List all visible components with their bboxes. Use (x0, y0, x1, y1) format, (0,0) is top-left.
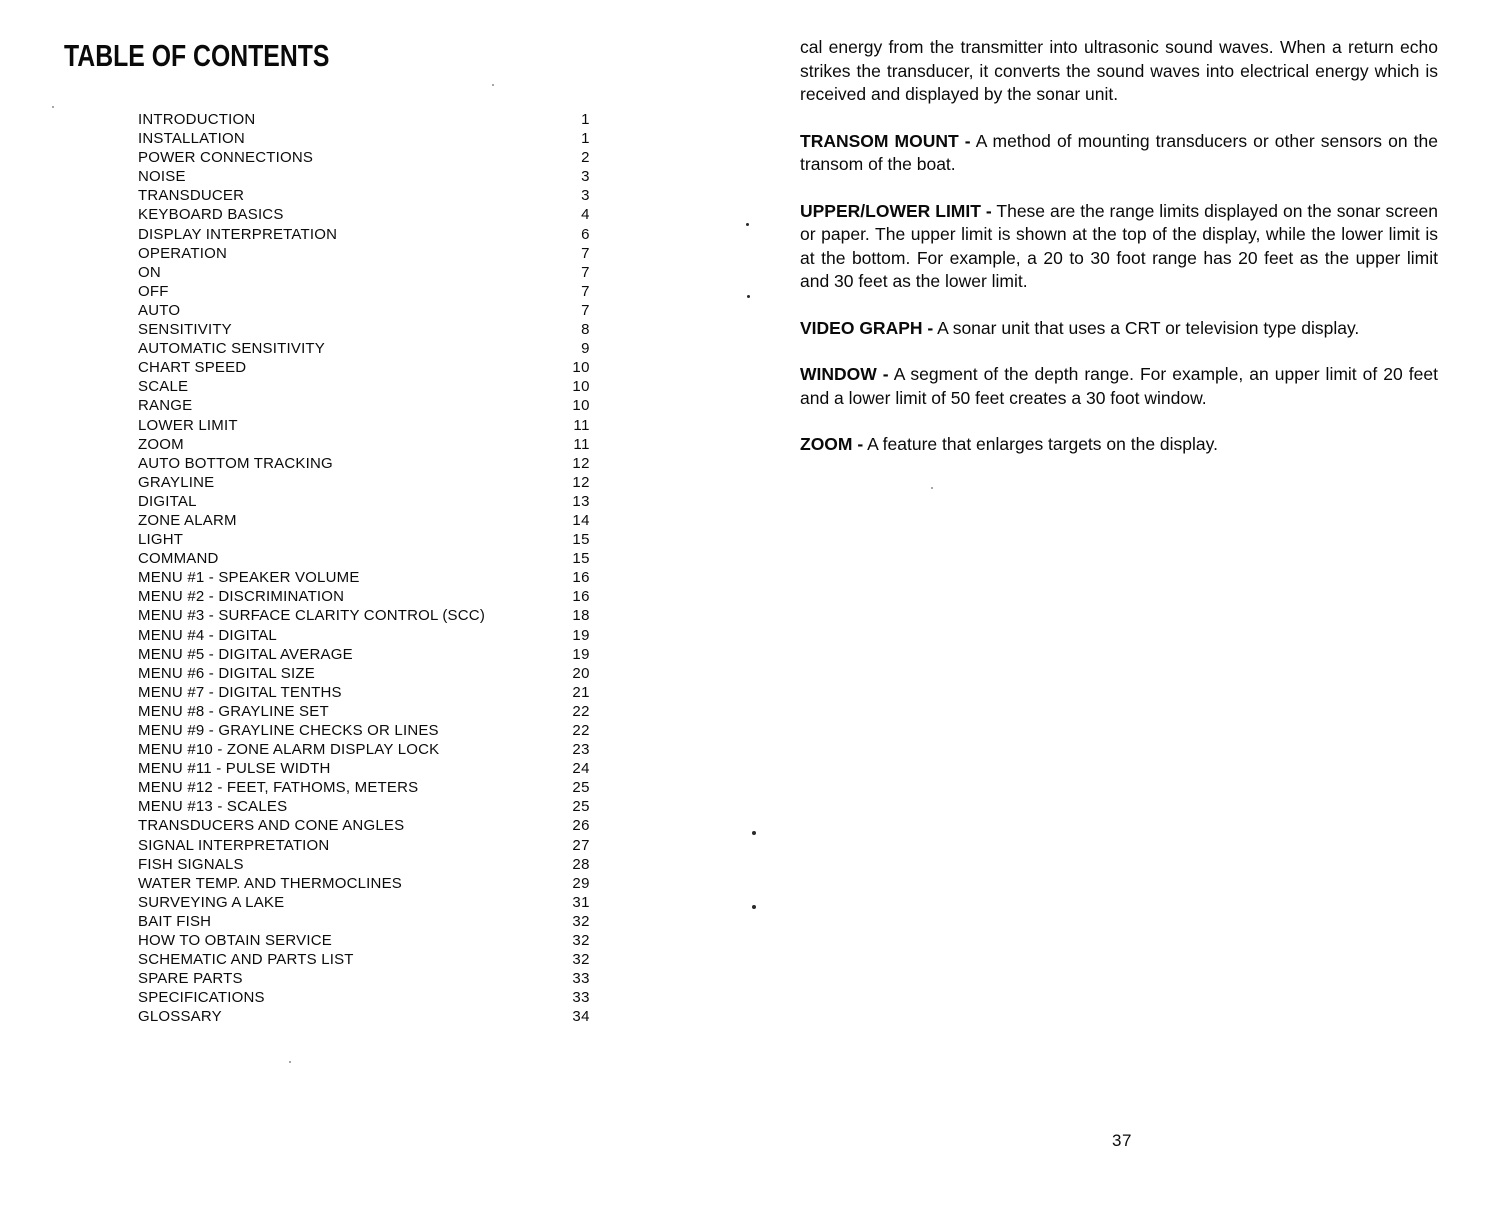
toc-row (138, 111, 590, 130)
toc-entry-page: 31 (572, 893, 590, 911)
glossary-continuation-paragraph: cal energy from the transmitter into ultrasonic sound waves. When a return echo strikes the transducer, it converts the sound waves into electrical energy which is received and displayed by the sonar unit. (800, 37, 1438, 104)
toc-entry-title: INTRODUCTION (138, 111, 256, 128)
toc-entry-title: SPECIFICATIONS (138, 989, 265, 1007)
toc-entry-title: NOISE (138, 168, 186, 186)
toc-row (138, 359, 590, 378)
scan-speck (492, 84, 494, 86)
toc-entry-page: 15 (572, 550, 590, 568)
toc-entry-page: 29 (572, 874, 590, 892)
toc-entry-page: 34 (572, 1008, 590, 1026)
scan-speck (52, 106, 54, 108)
glossary-entry (800, 317, 1438, 341)
toc-entry-title: MENU #2 - DISCRIMINATION (138, 588, 345, 606)
toc-row (138, 340, 590, 359)
toc-entry-page: 28 (572, 855, 590, 873)
toc-entry-page: 7 (581, 301, 590, 319)
toc-entry-title: ON (138, 263, 161, 281)
toc-entry-page: 33 (572, 989, 590, 1007)
toc-row (138, 417, 590, 436)
toc-entry-title: RANGE (138, 397, 193, 415)
toc-row (138, 665, 590, 684)
glossary-definition: These are the range limits displayed on the sonar screen or paper. The upper limit is shown at the top of the display, while the lower limit is at the bottom. For example, a 20 to 30 foot range has 20 feet as the upper limit and 30 feet as the lower limit. (800, 200, 1438, 291)
toc-row (138, 378, 590, 397)
toc-entry-title: POWER CONNECTIONS (138, 149, 314, 167)
page-title: TABLE OF CONTENTS (64, 38, 330, 73)
toc-entry-page: 25 (572, 798, 590, 816)
toc-entry-page: 3 (581, 187, 590, 205)
toc-entry-title: KEYBOARD BASICS (138, 206, 284, 224)
toc-row (138, 397, 590, 416)
toc-row (138, 646, 590, 665)
toc-row (138, 894, 590, 913)
toc-entry-title: LIGHT (138, 531, 184, 549)
toc-entry-title: MENU #1 - SPEAKER VOLUME (138, 569, 360, 587)
toc-row (138, 283, 590, 302)
toc-entry-page: 21 (572, 683, 590, 701)
toc-entry-title: HOW TO OBTAIN SERVICE (138, 932, 332, 950)
toc-entry-title: MENU #13 - SCALES (138, 798, 288, 816)
toc-entry-page: 4 (581, 206, 590, 224)
toc-entry-title: DIGITAL (138, 492, 197, 510)
toc-entry-title: MENU #6 - DIGITAL SIZE (138, 664, 315, 682)
toc-row (138, 550, 590, 569)
toc-entry-title: ZONE ALARM (138, 511, 237, 529)
toc-entry-title: INSTALLATION (138, 130, 245, 148)
toc-entry-title: COMMAND (138, 550, 219, 568)
toc-row (138, 932, 590, 951)
toc-row (138, 760, 590, 779)
toc-row (138, 856, 590, 875)
toc-entry-page: 1 (581, 130, 590, 148)
toc-entry-title: BAIT FISH (138, 912, 212, 930)
toc-entry-page: 7 (581, 263, 590, 281)
scan-speck (931, 487, 933, 489)
toc-row (138, 245, 590, 264)
toc-row (138, 206, 590, 225)
toc-row (138, 970, 590, 989)
toc-entry-page: 15 (572, 531, 590, 549)
toc-entry-page: 2 (581, 149, 590, 167)
toc-entry-title: TRANSDUCER (138, 187, 245, 205)
toc-row (138, 837, 590, 856)
toc-entry-page: 19 (572, 626, 590, 644)
toc-entry-title: AUTO BOTTOM TRACKING (138, 454, 333, 472)
scan-speck (752, 831, 756, 835)
toc-entry-page: 10 (572, 359, 590, 377)
toc-entry-page: 10 (572, 397, 590, 415)
toc-row (138, 779, 590, 798)
table-of-contents (138, 111, 590, 1028)
toc-entry-page: 32 (572, 951, 590, 969)
toc-row (138, 627, 590, 646)
toc-entry-title: SIGNAL INTERPRETATION (138, 836, 330, 854)
scan-speck (746, 223, 749, 226)
scan-speck (747, 295, 750, 298)
toc-entry-page: 22 (572, 722, 590, 739)
glossary-definition: A sonar unit that uses a CRT or television type display. (937, 317, 1360, 338)
toc-entry-page: 27 (572, 836, 590, 854)
glossary-term: VIDEO GRAPH - (800, 317, 934, 338)
glossary-term: ZOOM - (800, 434, 864, 454)
toc-entry-title: MENU #12 - FEET, FATHOMS, METERS (138, 779, 419, 797)
toc-row (138, 226, 590, 245)
toc-entry-page: 8 (581, 321, 590, 339)
toc-entry-title: CHART SPEED (138, 359, 247, 377)
toc-entry-page: 10 (572, 378, 590, 396)
toc-entry-page: 25 (572, 779, 590, 797)
toc-entry-page: 9 (581, 340, 590, 358)
toc-row (138, 798, 590, 817)
glossary-entries (800, 130, 1438, 457)
toc-row (138, 607, 590, 626)
toc-row (138, 149, 590, 168)
toc-entry-page: 11 (573, 416, 590, 434)
toc-row (138, 588, 590, 607)
toc-entry-page: 12 (572, 473, 590, 491)
toc-entry-page: 13 (572, 492, 590, 510)
toc-entry-title: SPARE PARTS (138, 970, 243, 988)
toc-row (138, 455, 590, 474)
glossary-definition: A feature that enlarges targets on the display. (867, 434, 1218, 454)
glossary-entry (800, 363, 1438, 410)
toc-row (138, 436, 590, 455)
glossary-definition: A segment of the depth range. For example, an upper limit of 20 feet and a lower limit of 50 feet creates a 30 foot window. (800, 364, 1438, 408)
toc-entry-title: MENU #5 - DIGITAL AVERAGE (138, 645, 353, 663)
glossary-term: UPPER/LOWER LIMIT - (800, 200, 992, 221)
glossary-definition: A method of mounting transducers or other sensors on the transom of the boat. (800, 130, 1438, 174)
toc-entry-title: MENU #9 - GRAYLINE CHECKS OR LINES (138, 722, 439, 739)
toc-entry-page: 19 (572, 645, 590, 663)
toc-entry-page: 12 (572, 454, 590, 472)
toc-row (138, 722, 590, 741)
toc-entry-title: ZOOM (138, 435, 184, 453)
toc-entry-page: 18 (572, 607, 590, 625)
toc-entry-title: SENSITIVITY (138, 321, 232, 339)
toc-entry-title: WATER TEMP. AND THERMOCLINES (138, 874, 402, 892)
toc-entry-title: MENU #8 - GRAYLINE SET (138, 702, 329, 720)
toc-entry-page: 24 (572, 760, 590, 778)
toc-row (138, 512, 590, 531)
toc-row (138, 168, 590, 187)
toc-entry-page: 7 (581, 282, 590, 300)
toc-entry-title: MENU #3 - SURFACE CLARITY CONTROL (SCC) (138, 607, 486, 625)
scan-speck (289, 1061, 291, 1063)
toc-entry-title: MENU #10 - ZONE ALARM DISPLAY LOCK (138, 741, 440, 759)
toc-entry-title: AUTOMATIC SENSITIVITY (138, 340, 325, 358)
toc-row (138, 684, 590, 703)
toc-row (138, 913, 590, 932)
toc-row (138, 130, 590, 149)
toc-row (138, 474, 590, 493)
toc-row (138, 875, 590, 894)
toc-entry-title: LOWER LIMIT (138, 416, 238, 434)
toc-entry-page: 3 (581, 168, 590, 186)
toc-row (138, 302, 590, 321)
toc-row (138, 703, 590, 722)
toc-entry-page: 7 (581, 244, 590, 262)
toc-entry-title: GLOSSARY (138, 1008, 222, 1026)
toc-entry-page: 26 (572, 817, 590, 835)
toc-row (138, 951, 590, 970)
toc-row (138, 321, 590, 340)
toc-row (138, 741, 590, 760)
toc-row (138, 817, 590, 836)
toc-row (138, 569, 590, 588)
toc-row (138, 531, 590, 550)
toc-row (138, 989, 590, 1008)
toc-entry-page: 16 (572, 569, 590, 587)
toc-entry-page: 16 (572, 588, 590, 606)
glossary-term: WINDOW - (800, 364, 889, 384)
toc-entry-page: 6 (581, 225, 590, 243)
glossary-entry (800, 200, 1438, 294)
toc-entry-page: 32 (572, 912, 590, 930)
scan-speck (752, 905, 756, 909)
toc-entry-title: MENU #7 - DIGITAL TENTHS (138, 683, 342, 701)
toc-entry-page: 32 (572, 932, 590, 950)
toc-entry-title: FISH SIGNALS (138, 855, 244, 873)
toc-entry-page: 33 (572, 970, 590, 988)
toc-entry-title: MENU #4 - DIGITAL (138, 626, 277, 644)
toc-row (138, 493, 590, 512)
glossary-term: TRANSOM MOUNT - (800, 130, 971, 151)
page-number: 37 (1112, 1131, 1132, 1150)
toc-row (138, 1008, 590, 1027)
toc-entry-title: DISPLAY INTERPRETATION (138, 225, 338, 243)
toc-entry-title: AUTO (138, 301, 181, 319)
glossary-column (800, 36, 1438, 480)
toc-entry-title: GRAYLINE (138, 473, 215, 491)
toc-entry-title: OFF (138, 282, 169, 300)
toc-entry-page: 1 (581, 111, 590, 128)
toc-entry-title: MENU #11 - PULSE WIDTH (138, 760, 331, 778)
toc-entry-page: 22 (572, 702, 590, 720)
toc-entry-title: TRANSDUCERS AND CONE ANGLES (138, 817, 405, 835)
glossary-entry (800, 433, 1438, 457)
toc-entry-title: SCALE (138, 378, 189, 396)
glossary-entry (800, 130, 1438, 177)
toc-row (138, 264, 590, 283)
toc-row (138, 187, 590, 206)
toc-entry-page: 11 (573, 435, 590, 453)
toc-entry-title: SCHEMATIC AND PARTS LIST (138, 951, 354, 969)
toc-entry-title: SURVEYING A LAKE (138, 893, 285, 911)
toc-entry-page: 23 (572, 741, 590, 759)
toc-entry-page: 20 (572, 664, 590, 682)
toc-entry-page: 14 (572, 511, 590, 529)
toc-entry-title: OPERATION (138, 244, 228, 262)
